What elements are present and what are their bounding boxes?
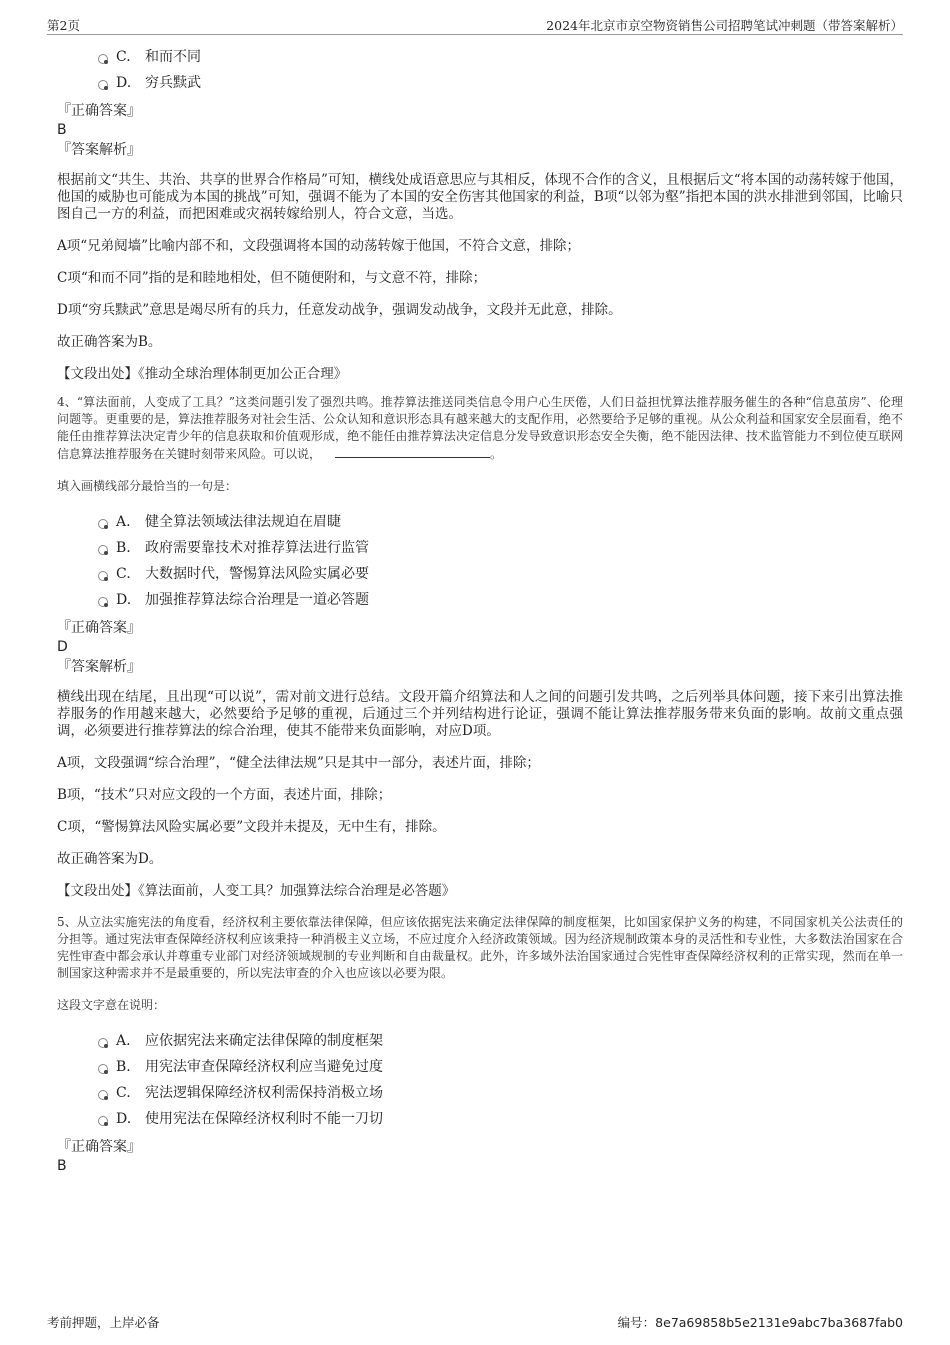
- analysis-tag: 『答案解析』: [57, 142, 141, 158]
- radio-icon[interactable]: [98, 571, 108, 581]
- correct-answer: B: [57, 122, 67, 138]
- radio-icon[interactable]: [98, 1038, 108, 1048]
- radio-icon[interactable]: [98, 597, 108, 607]
- option-d[interactable]: D. 穷兵黩武: [57, 72, 903, 98]
- option-a[interactable]: A. 健全算法领域法律法规迫在眉睫: [57, 511, 903, 537]
- analysis-paragraph: D项“穷兵黩武”意思是竭尽所有的兵力，任意发动战争，强调发动战争，文段并无此意，排除。: [57, 302, 622, 318]
- option-c[interactable]: C. 大数据时代，警惕算法风险实属必要: [57, 563, 903, 589]
- analysis-paragraph: 横线出现在结尾，且出现“可以说”，需对前文进行总结。文段开篇介绍算法和人之间的问题引发共鸣，之后列举具体问题，接下来引出算法推荐服务的作用越来越大，必然要给予足够的重视，后通过三个并列结构进行论证，强调不能让算法推荐服务带来负面的影响。故前文重点强调，必须要进行推荐算法的综合治理，使其不能带来负面影响，对应D项。: [57, 689, 903, 739]
- question-5-text: 5、从立法实施宪法的角度看，经济权利主要依靠法律保障，但应该依据宪法来确定法律保障的制度框架，比如国家保护义务的构建，不同国家机关公法责任的分担等。通过宪法审查保障经济权利应该秉持一种消极主义立场，不应过度介入经济政策领域。因为经济规制政策本身的灵活性和专业性，大多数法治国家在合宪性审查中都会承认并尊重专业部门对经济领域规制的专业判断和自由裁量权。此外，许多域外法治国家通过合宪性审查保障经济权利的正常实现，然而在单一制国家这种需求并不是最重要的，所以宪法审查的介入也应该以必要为限。: [57, 915, 903, 980]
- document-title: 2024年北京市京空物资销售公司招聘笔试冲刺题（带答案解析）: [546, 18, 903, 33]
- option-b[interactable]: B. 用宪法审查保障经济权利应当避免过度: [57, 1056, 903, 1082]
- document-body: [57, 46, 903, 1175]
- page-header: [47, 14, 903, 35]
- q3-options: [57, 46, 903, 98]
- fill-blank-line: [335, 445, 490, 458]
- option-d[interactable]: D. 使用宪法在保障经济权利时不能一刀切: [57, 1108, 903, 1134]
- option-c[interactable]: C. 宪法逻辑保障经济权利需保持消极立场: [57, 1082, 903, 1108]
- analysis-conclusion: 故正确答案为D。: [57, 851, 163, 867]
- option-a[interactable]: A. 应依据宪法来确定法律保障的制度框架: [57, 1030, 903, 1056]
- source-citation: 【文段出处】《推动全球治理体制更加公正合理》: [57, 366, 348, 382]
- answer-tag: 『正确答案』: [57, 1139, 141, 1155]
- q5-options: [57, 1030, 903, 1134]
- radio-icon[interactable]: [98, 1090, 108, 1100]
- correct-answer: B: [57, 1158, 67, 1174]
- analysis-paragraph: B项，“技术”只对应文段的一个方面，表述片面，排除；: [57, 787, 392, 803]
- radio-icon[interactable]: [98, 519, 108, 529]
- analysis-paragraph: A项，文段强调“综合治理”，“健全法律法规”只是其中一部分，表述片面，排除；: [57, 755, 540, 771]
- analysis-paragraph: 根据前文“共生、共治、共享的世界合作格局”可知，横线处成语意思应与其相反，体现不合作的含义，且根据后文“将本国的动荡转嫁于他国，他国的威胁也可能成为本国的挑战”可知，强调不能为了本国的安全伤害其他国家的利益，B项“以邻为壑”指把本国的洪水排泄到邻国，比喻只图自己一方的利益，而把困难或灾祸转嫁给别人，符合文意，当选。: [57, 172, 903, 222]
- radio-icon[interactable]: [98, 1064, 108, 1074]
- option-b[interactable]: B. 政府需要靠技术对推荐算法进行监管: [57, 537, 903, 563]
- radio-icon[interactable]: [98, 545, 108, 555]
- radio-icon[interactable]: [98, 54, 108, 64]
- correct-answer: D: [57, 639, 68, 655]
- analysis-conclusion: 故正确答案为B。: [57, 334, 162, 350]
- option-c[interactable]: C. 和而不同: [57, 46, 903, 72]
- q4-options: [57, 511, 903, 615]
- page-number: 第2页: [47, 18, 80, 33]
- analysis-paragraph: A项“兄弟阋墙”比喻内部不和，文段强调将本国的动荡转嫁于他国，不符合文意，排除；: [57, 238, 581, 254]
- source-citation: 【文段出处】《算法面前，人变工具？加强算法综合治理是必答题》: [57, 883, 456, 899]
- analysis-paragraph: C项，“警惕算法风险实属必要”文段并未提及，无中生有，排除。: [57, 819, 446, 835]
- radio-icon[interactable]: [98, 80, 108, 90]
- analysis-paragraph: C项“和而不同”指的是和睦地相处，但不随便附和，与文意不符，排除；: [57, 270, 487, 286]
- analysis-tag: 『答案解析』: [57, 659, 141, 675]
- answer-tag: 『正确答案』: [57, 103, 141, 119]
- radio-icon[interactable]: [98, 1116, 108, 1126]
- answer-tag: 『正确答案』: [57, 620, 141, 636]
- question-4-prompt: 填入画横线部分最恰当的一句是：: [57, 479, 238, 493]
- document-id: 编号：8e7a69858b5e2131e9abc7ba3687fab0: [617, 1315, 903, 1330]
- question-4-text: 4、“算法面前，人变成了工具？”这类问题引发了强烈共鸣。推荐算法推送同类信息令用户心生厌倦，人们日益担忧算法推荐服务催生的各种“信息茧房”、伦理问题等。更重要的是，算法推荐服务对社会生活、公众认知和意识形态具有越来越大的支配作用，必然要给予足够的重视。从公众利益和国家安全层面看，绝不能任由推荐算法决定青少年的信息获取和价值观形成，绝不能任由推荐算法决定信息分发导致意识形态安全失衡，绝不能因法律、技术监管能力不到位使互联网信息算法推荐服务在关键时刻带来风险。可以说， 。: [57, 395, 903, 461]
- question-5-prompt: 这段文字意在说明：: [57, 998, 166, 1012]
- option-d[interactable]: D. 加强推荐算法综合治理是一道必答题: [57, 589, 903, 615]
- footer-slogan: 考前押题，上岸必备: [47, 1315, 160, 1330]
